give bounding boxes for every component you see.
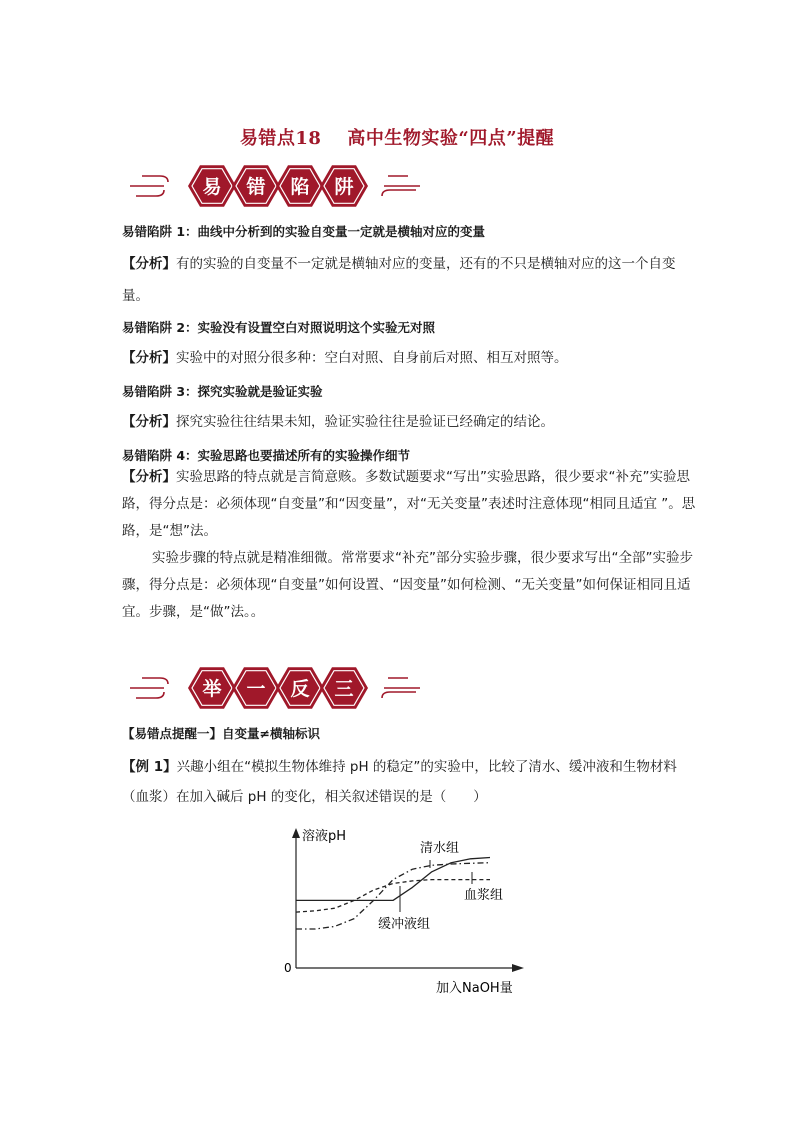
- analysis-text: 实验中的对照分很多种：空白对照、自身前后对照、相互对照等。: [176, 350, 568, 366]
- trap-3-analysis: [122, 406, 702, 438]
- banner-practice-char: 三: [334, 678, 354, 700]
- series-plasma-line: [296, 880, 490, 913]
- banner-trap-char: 错: [246, 176, 266, 198]
- banner-trap-char: 易: [202, 176, 222, 198]
- trap-4-analysis: [122, 464, 702, 626]
- banner-trap: [120, 158, 430, 214]
- analysis-label: 【分析】: [122, 350, 176, 366]
- banner-practice-char: 举: [202, 678, 222, 700]
- trap-2-analysis: [122, 342, 702, 374]
- trap-2-heading: 易错陷阱 2：实验没有设置空白对照说明这个实验无对照: [122, 320, 436, 335]
- analysis-text: 有的实验的自变量不一定就是横轴对应的变量，还有的不只是横轴对应的这一个自变量。: [122, 256, 676, 304]
- tip-heading: 【易错点提醒一】自变量≠横轴标识: [122, 726, 320, 741]
- trap-1-heading: 易错陷阱 1：曲线中分析到的实验自变量一定就是横轴对应的变量: [122, 224, 486, 239]
- trap-1-analysis: [122, 248, 702, 312]
- banner-practice-char: 一: [246, 678, 266, 700]
- analysis-label: 【分析】: [122, 414, 176, 430]
- example-1: [122, 752, 702, 812]
- trap-4-heading: 易错陷阱 4：实验思路也要描述所有的实验操作细节: [122, 448, 411, 463]
- banner-practice-char: 反: [290, 678, 310, 700]
- banner-trap-char: 阱: [334, 176, 354, 198]
- page-title: [0, 124, 794, 150]
- banner-trap-char: 陷: [290, 176, 310, 198]
- trap-3-heading: 易错陷阱 3：探究实验就是验证实验: [122, 384, 323, 399]
- example-label: 【例 1】: [122, 759, 177, 775]
- analysis-label: 【分析】: [122, 256, 176, 272]
- ph-chart: [284, 824, 534, 1000]
- y-axis-label: 溶液pH: [302, 829, 347, 844]
- analysis-text: 探究实验往往结果未知，验证实验往往是验证已经确定的结论。: [176, 414, 554, 430]
- analysis-label: 【分析】: [122, 469, 176, 485]
- x-axis-label: 加入NaOH量: [436, 981, 513, 996]
- series-label-buffer: 缓冲液组: [378, 917, 431, 932]
- analysis-text: 实验思路的特点就是言简意赅。多数试题要求“写出”实验思路，很少要求“补充”实验思路，得分点是：必须体现“自变量”和“因变量”，对“无关变量”表述时注意体现“相同且适宜 ”。思路，是“想”法。: [122, 469, 696, 539]
- series-leaders: [400, 860, 472, 912]
- example-text: 兴趣小组在“模拟生物体维持 pH 的稳定”的实验中，比较了清水、缓冲液和生物材料（血浆）在加入碱后 pH 的变化，相关叙述错误的是（ ）: [122, 759, 677, 805]
- title-code: 易错点18: [239, 128, 322, 149]
- steps-paragraph: 实验步骤的特点就是精准细微。常常要求“补充”部分实验步骤，很少要求写出“全部”实验步骤，得分点是：必须体现“自变量”如何设置、“因变量”如何检测、“无关变量”如何保证相同且适宜。步骤，是“做”法。。: [122, 550, 693, 620]
- title-text: 高中生物实验“四点”提醒: [347, 128, 555, 149]
- series-label-water: 清水组: [420, 841, 460, 856]
- banner-practice: [120, 660, 430, 716]
- series-label-plasma: 血浆组: [464, 888, 504, 903]
- origin-label: 0: [284, 961, 292, 975]
